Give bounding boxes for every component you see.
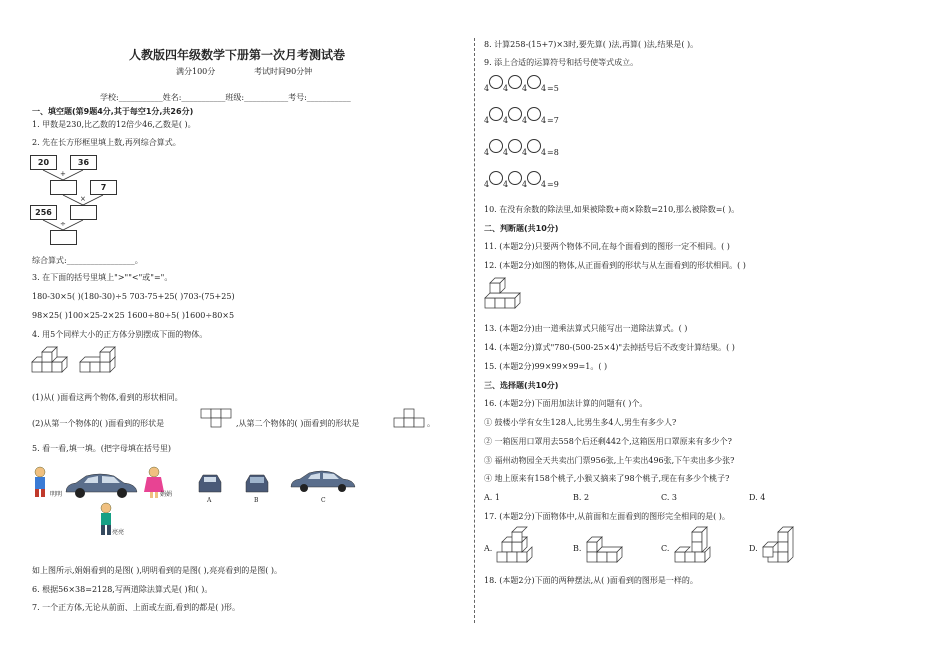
car-side-view-icon [288,468,358,494]
question-3-line-1[interactable]: 180-30×5( )(180-30)÷5 703-75+25( )703-(75+25) [32,292,235,301]
car-front-view-icon [243,472,271,494]
q17-figure-d [762,526,806,564]
digit: 4 [503,84,509,93]
name-liangliang: 亮亮 [112,529,125,536]
digit: 4 [484,116,490,125]
symbol-circle[interactable] [527,171,541,185]
question-2: 2. 先在长方形框里填上数,再列综合算式。 [32,138,181,147]
question-4-2-part-a[interactable]: (2)从第一个物体的( )面看到的形状是 [32,419,165,428]
student-info-line[interactable]: 学校:___________姓名:___________班级:___________考号:___________ [100,93,351,102]
cube-objects-illustration [30,348,120,378]
symbol-circle[interactable] [508,75,522,89]
digit: 4 [522,180,528,189]
equation-result: =7 [547,116,559,125]
digit: 4 [484,84,490,93]
digit: 4 [522,148,528,157]
q17-option-c[interactable]: C. [661,544,670,553]
number-box: 36 [70,155,97,170]
q2-formula-blank[interactable]: 综合算式:_________________。 [32,256,143,265]
question-4-1[interactable]: (1)从( )面看这两个物体,看到的形状相同。 [32,393,183,402]
symbol-circle[interactable] [489,171,503,185]
digit: 4 [522,116,528,125]
q17-figure-c [674,526,718,564]
option-c-label: C [321,497,326,504]
question-3-line-2[interactable]: 98×25( )100×25-2×25 1600÷80÷5( )1600÷80×5 [32,311,235,320]
q16-option-b[interactable]: B. 2 [573,493,590,502]
number-box: 7 [90,180,117,195]
section-1-heading: 一、填空题(第9题4分,其于每空1分,共26分) [32,107,194,116]
question-5: 5. 看一看,填一填。(把字母填在括号里) [32,444,171,453]
view-shape-1 [200,408,234,428]
name-mingming: 明明 [50,491,63,498]
digit: 4 [484,180,490,189]
number-box: 256 [30,205,57,220]
digit: 4 [484,148,490,157]
question-17[interactable]: 17. (本题2分)下面物体中,从前面和左面看到的图形完全相同的是( )。 [484,512,730,521]
question-6[interactable]: 6. 根据56×38=2128,写两道除法算式是( )和( )。 [32,585,213,594]
divide-sign: ÷ [60,220,66,228]
car-back-view-icon [196,472,224,494]
question-11[interactable]: 11. (本题2分)只要两个物体不同,在每个面看到的图形一定不相同。( ) [484,242,730,251]
plus-sign: + [60,170,66,178]
symbol-circle[interactable] [527,75,541,89]
symbol-circle[interactable] [527,139,541,153]
car-icon [62,470,140,500]
section-2-heading: 二、判断题(共10分) [484,224,559,233]
question-14[interactable]: 14. (本题2分)算式"780-(500-25×4)"去掉括号后不改变计算结果。( ) [484,343,735,352]
page-title: 人教版四年级数学下册第一次月考测试卷 [128,48,345,62]
question-4-2-end: 。 [427,419,435,428]
symbol-circle[interactable] [489,139,503,153]
q17-option-b[interactable]: B. [573,544,582,553]
q16-item-3: ③ 福州动物园全天共卖出门票956张,上午卖出496张,下午卖出多少张? [484,456,735,465]
digit: 4 [541,84,547,93]
column-divider [474,38,475,623]
number-box: 20 [30,155,57,170]
symbol-circle[interactable] [508,107,522,121]
digit: 4 [522,84,528,93]
question-16[interactable]: 16. (本题2分)下面用加法计算的问题有( )个。 [484,399,648,408]
symbol-circle[interactable] [489,75,503,89]
digit: 4 [541,180,547,189]
view-shape-2 [393,408,427,428]
question-18[interactable]: 18. (本题2分)下面的两种摆法,从( )面看到的图形是一样的。 [484,576,698,585]
symbol-circle[interactable] [508,139,522,153]
name-juanjuan: 娟娟 [160,491,173,498]
symbol-circle[interactable] [527,107,541,121]
question-4-2-part-b[interactable]: ,从第二个物体的( )面看到的形状是 [236,419,360,428]
digit: 4 [541,148,547,157]
q16-item-1: ① 鼓楼小学有女生128人,比男生多4人,男生有多少人? [484,418,677,427]
full-score: 满分100分 [176,67,216,76]
question-5-fill[interactable]: 如上图所示,娟娟看到的是图( ),明明看到的是图( ),亮亮看到的是图( )。 [32,566,282,575]
q16-option-a[interactable]: A. 1 [484,493,500,502]
q12-cube-object [484,278,524,312]
q16-item-2: ② 一箱医用口罩用去558个后还剩442个,这箱医用口罩原来有多少个? [484,437,732,446]
digit: 4 [541,116,547,125]
equation-result: =9 [547,180,559,189]
q16-option-c[interactable]: C. 3 [661,493,678,502]
q17-option-a[interactable]: A. [484,544,493,553]
q16-option-d[interactable]: D. 4 [749,493,766,502]
question-10[interactable]: 10. 在没有余数的除法里,如果被除数+商×除数=210,那么被除数=( )。 [484,205,740,214]
digit: 4 [503,116,509,125]
q17-figure-b [586,528,626,564]
symbol-circle[interactable] [489,107,503,121]
q16-item-4: ④ 地上原来有158个桃子,小猴又摘来了98个桃子,现在有多少个桃子? [484,474,730,483]
times-sign: × [80,195,86,203]
question-1: 1. 甲数是230,比乙数的12倍少46,乙数是( )。 [32,120,196,129]
equation-result: =5 [547,84,559,93]
question-8[interactable]: 8. 计算258-(15+7)×3时,要先算( )法,再算( )法,结果是( )。 [484,40,699,49]
q17-option-d[interactable]: D. [749,544,758,553]
question-15[interactable]: 15. (本题2分)99×99×99=1。( ) [484,362,608,371]
symbol-circle[interactable] [508,171,522,185]
question-4: 4. 用5个同样大小的正方体分别摆成下面的物体。 [32,330,208,339]
option-b-label: B [254,497,259,504]
equation-result: =8 [547,148,559,157]
question-3: 3. 在下面的括号里填上">""<"或"="。 [32,273,173,282]
section-3-heading: 三、选择题(共10分) [484,381,559,390]
question-7[interactable]: 7. 一个正方体,无论从前面、上面或左面,看到的都是( )形。 [32,603,241,612]
question-9: 9. 添上合适的运算符号和括号使等式成立。 [484,58,639,67]
question-12[interactable]: 12. (本题2分)如图的物体,从正面看到的形状与从左面看到的形状相同。( ) [484,261,746,270]
digit: 4 [503,148,509,157]
q17-figure-a [496,528,536,564]
option-a-label: A [207,497,212,504]
question-13[interactable]: 13. (本题2分)由一道乘法算式只能写出一道除法算式。( ) [484,324,688,333]
digit: 4 [503,180,509,189]
exam-time: 考试时间90分钟 [254,67,313,76]
